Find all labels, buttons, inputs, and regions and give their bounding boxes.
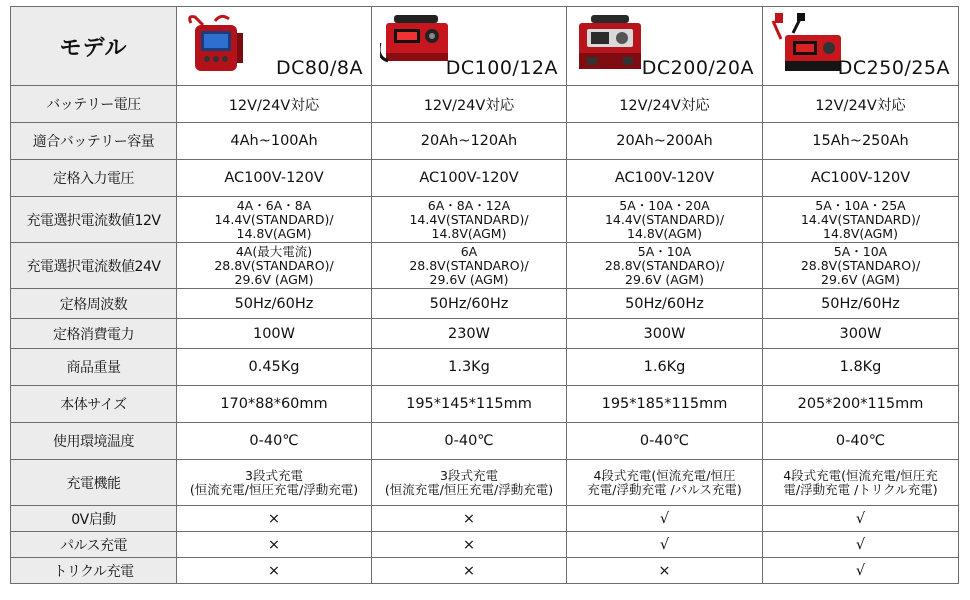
model-name-dc100: DC100/12A — [445, 57, 558, 79]
spec-row — [11, 506, 959, 532]
spec-value-cell: 20Ah~200Ah — [567, 123, 763, 160]
spec-value-cell: 12V/24V対応 — [567, 86, 763, 123]
header-row — [11, 7, 959, 86]
model-cell-dc250 — [763, 7, 959, 86]
spec-value-cell — [763, 460, 959, 506]
spec-value-cell: × — [177, 558, 372, 584]
row-label: 充電選択電流数値12V — [11, 197, 177, 243]
spec-value-line: 14.4V(STANDARD)/ — [409, 211, 529, 227]
spec-value-cell: 1.3Kg — [372, 349, 567, 386]
spec-value-cell: 300W — [567, 319, 763, 349]
spec-value-line: 28.8V(STANDARO)/ — [604, 257, 725, 273]
spec-value-line: 5A・10A・20A — [619, 197, 710, 213]
spec-value-cell: √ — [763, 506, 959, 532]
row-label: トリクル充電 — [11, 558, 177, 584]
spec-row — [11, 160, 959, 197]
model-cell-dc80 — [177, 7, 372, 86]
spec-row — [11, 349, 959, 386]
spec-value-line: 14.8V(AGM) — [627, 225, 702, 241]
spec-value-line: 3段式充電 — [245, 467, 303, 483]
row-label: 0V启動 — [11, 506, 177, 532]
spec-row — [11, 532, 959, 558]
spec-value-cell: AC100V-120V — [763, 160, 959, 197]
spec-value-line: 電/浮動充電 /トリクル充電) — [783, 481, 938, 497]
spec-value-cell: 195*145*115mm — [372, 386, 567, 423]
spec-value-line: 14.8V(AGM) — [431, 225, 507, 241]
spec-value-cell: AC100V-120V — [372, 160, 567, 197]
spec-value-line: 14.4V(STANDARD)/ — [800, 211, 921, 227]
spec-row — [11, 423, 959, 460]
spec-value-cell — [372, 197, 567, 243]
spec-row — [11, 460, 959, 506]
spec-value-line: 14.4V(STANDARD)/ — [604, 211, 725, 227]
spec-value-cell: × — [372, 558, 567, 584]
spec-value-cell — [763, 243, 959, 289]
spec-value-line: 29.6V (AGM) — [429, 271, 509, 287]
spec-value-line: 5A・10A・25A — [815, 197, 906, 213]
charger-dc200-image — [575, 13, 645, 75]
spec-value-line: 14.8V(AGM) — [823, 225, 898, 241]
spec-value-cell: × — [567, 558, 763, 584]
model-name-dc250: DC250/25A — [837, 57, 950, 79]
model-cell-dc100 — [372, 7, 567, 86]
row-label: 使用環境温度 — [11, 423, 177, 460]
row-label: 充電選択電流数値24V — [11, 243, 177, 289]
spec-value-line: 29.6V (AGM) — [821, 271, 900, 287]
spec-value-line: 14.4V(STANDARD)/ — [214, 211, 334, 227]
spec-value-line: 4A・6A・8A — [236, 197, 312, 213]
spec-row — [11, 289, 959, 319]
spec-value-cell: 50Hz/60Hz — [177, 289, 372, 319]
spec-value-cell: × — [372, 532, 567, 558]
spec-value-cell — [177, 243, 372, 289]
spec-row — [11, 319, 959, 349]
spec-value-line: 28.8V(STANDARO)/ — [409, 257, 529, 273]
spec-value-cell: 0-40℃ — [372, 423, 567, 460]
spec-value-line: 28.8V(STANDARO)/ — [214, 257, 334, 273]
spec-value-cell: 50Hz/60Hz — [372, 289, 567, 319]
spec-value-cell: AC100V-120V — [567, 160, 763, 197]
row-label: 商品重量 — [11, 349, 177, 386]
spec-value-line: 充電/浮動充電 /パルス充電) — [587, 481, 742, 497]
spec-value-cell: 1.8Kg — [763, 349, 959, 386]
spec-value-line: 29.6V (AGM) — [234, 271, 314, 287]
spec-value-cell — [567, 197, 763, 243]
spec-value-cell — [763, 197, 959, 243]
spec-row — [11, 123, 959, 160]
spec-value-cell — [372, 243, 567, 289]
row-label: 本体サイズ — [11, 386, 177, 423]
spec-value-cell: AC100V-120V — [177, 160, 372, 197]
spec-value-line: 6A — [460, 243, 478, 259]
spec-value-line: 14.8V(AGM) — [236, 225, 312, 241]
spec-value-line: 4段式充電(恒流充電/恒圧 — [593, 467, 736, 483]
spec-comparison-table — [10, 6, 959, 584]
spec-value-cell: × — [177, 532, 372, 558]
spec-value-cell: √ — [567, 506, 763, 532]
row-label: 充電機能 — [11, 460, 177, 506]
row-label: 定格消費電力 — [11, 319, 177, 349]
spec-value-line: 3段式充電 — [440, 467, 498, 483]
spec-value-cell: 50Hz/60Hz — [567, 289, 763, 319]
spec-value-cell: 1.6Kg — [567, 349, 763, 386]
row-label: 定格入力電圧 — [11, 160, 177, 197]
model-name-dc200: DC200/20A — [641, 57, 754, 79]
spec-value-cell: 195*185*115mm — [567, 386, 763, 423]
row-label: 適合バッテリー容量 — [11, 123, 177, 160]
spec-value-cell: 12V/24V対応 — [763, 86, 959, 123]
spec-value-cell: 0.45Kg — [177, 349, 372, 386]
spec-value-cell: × — [372, 506, 567, 532]
spec-value-cell: 50Hz/60Hz — [763, 289, 959, 319]
spec-row — [11, 197, 959, 243]
charger-dc80-image — [185, 13, 255, 77]
row-label: 定格周波数 — [11, 289, 177, 319]
spec-value-cell — [372, 460, 567, 506]
spec-value-cell: 170*88*60mm — [177, 386, 372, 423]
spec-value-cell: 205*200*115mm — [763, 386, 959, 423]
spec-value-cell: 300W — [763, 319, 959, 349]
spec-row — [11, 86, 959, 123]
spec-value-line: (恒流充電/恒圧充電/浮動充電) — [384, 481, 554, 497]
header-label: モデル — [11, 7, 177, 86]
spec-value-cell: 100W — [177, 319, 372, 349]
row-label: パルス充電 — [11, 532, 177, 558]
spec-value-line: 5A・10A — [833, 243, 888, 259]
spec-value-cell: 230W — [372, 319, 567, 349]
spec-row — [11, 558, 959, 584]
spec-value-cell: × — [177, 506, 372, 532]
spec-row — [11, 243, 959, 289]
spec-value-cell: 12V/24V対応 — [372, 86, 567, 123]
spec-value-cell: √ — [763, 532, 959, 558]
spec-value-line: 4段式充電(恒流充電/恒圧充 — [783, 467, 938, 483]
spec-value-cell — [177, 460, 372, 506]
spec-value-cell: 0-40℃ — [763, 423, 959, 460]
spec-row — [11, 386, 959, 423]
spec-value-cell: 15Ah~250Ah — [763, 123, 959, 160]
spec-value-line: 4A(最大電流) — [235, 243, 313, 259]
spec-value-cell: 0-40℃ — [177, 423, 372, 460]
spec-value-line: 28.8V(STANDARO)/ — [800, 257, 921, 273]
spec-value-cell: 20Ah~120Ah — [372, 123, 567, 160]
spec-value-line: (恒流充電/恒圧充電/浮動充電) — [189, 481, 359, 497]
spec-value-line: 29.6V (AGM) — [625, 271, 704, 287]
spec-value-line: 5A・10A — [637, 243, 692, 259]
spec-value-cell: 12V/24V対応 — [177, 86, 372, 123]
spec-value-cell: 0-40℃ — [567, 423, 763, 460]
model-cell-dc200 — [567, 7, 763, 86]
spec-value-line: 6A・8A・12A — [427, 197, 511, 213]
model-name-dc80: DC80/8A — [275, 57, 363, 79]
spec-value-cell — [177, 197, 372, 243]
row-label: バッテリー電圧 — [11, 86, 177, 123]
spec-value-cell: √ — [567, 532, 763, 558]
spec-value-cell — [567, 460, 763, 506]
spec-value-cell: 4Ah~100Ah — [177, 123, 372, 160]
spec-value-cell — [567, 243, 763, 289]
spec-value-cell: √ — [763, 558, 959, 584]
